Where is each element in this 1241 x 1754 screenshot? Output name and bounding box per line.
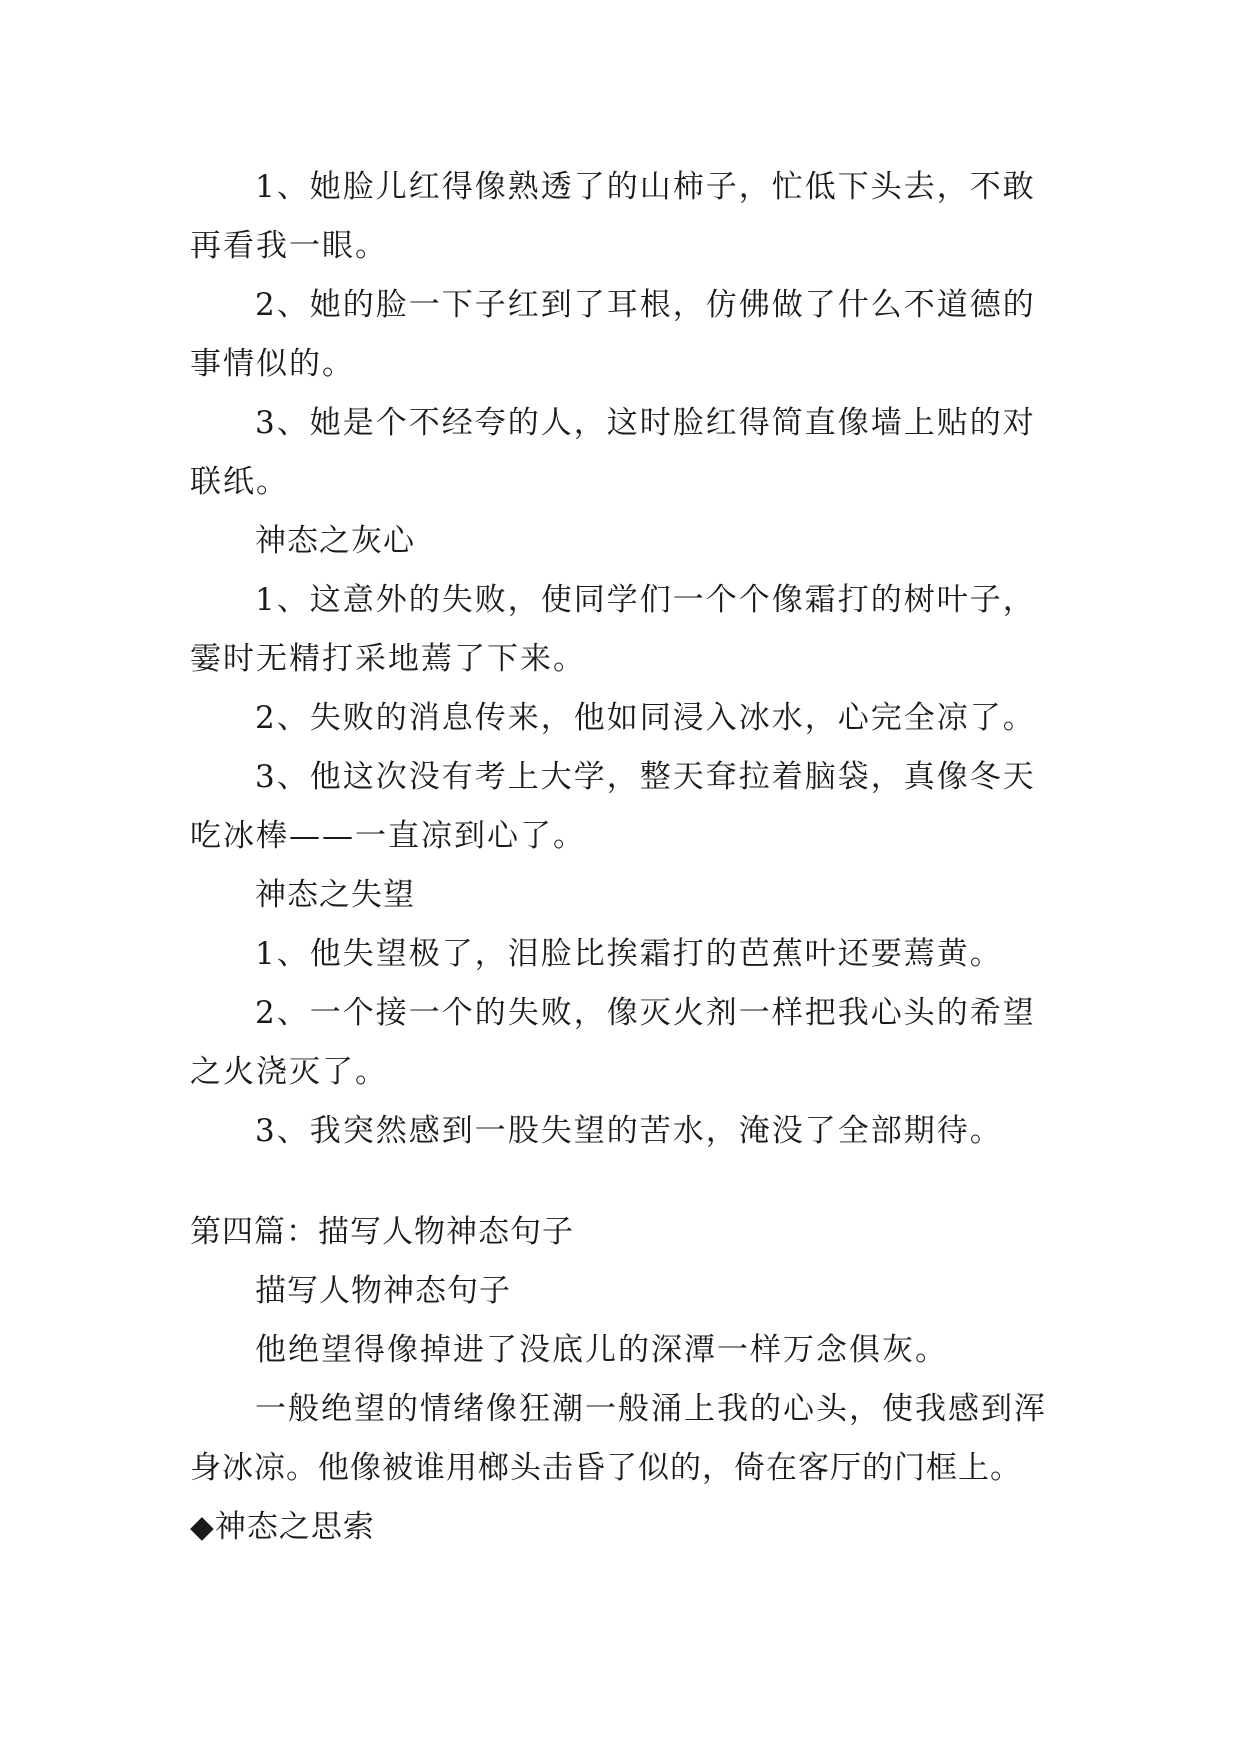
paragraph-line: 事情似的。 <box>190 346 355 382</box>
paragraph-line: 吃冰棒——一直凉到心了。 <box>190 818 586 854</box>
bullet-heading: ◆神态之思索 <box>190 1509 375 1545</box>
paragraph-line: 一般绝望的情绪像狂潮一般涌上我的心头，使我感到浑 <box>255 1391 1047 1427</box>
paragraph-line: 3、他这次没有考上大学，整天耷拉着脑袋，真像冬天 <box>255 759 1036 795</box>
paragraph-line: 身冰凉。他像被谁用榔头击昏了似的，倚在客厅的门框上。 <box>190 1450 1022 1486</box>
section-heading: 描写人物神态句子 <box>255 1273 511 1309</box>
paragraph-line: 3、她是个不经夸的人，这时脸红得简直像墙上贴的对 <box>255 405 1036 441</box>
paragraph-line: 1、这意外的失败，使同学们一个个像霜打的树叶子， <box>255 582 1036 618</box>
paragraph-line: 联纸。 <box>190 464 289 500</box>
paragraph-line: 2、她的脸一下子红到了耳根，仿佛做了什么不道德的 <box>255 287 1036 323</box>
section-heading: 神态之灰心 <box>255 523 415 559</box>
paragraph-line: 2、失败的消息传来，他如同浸入冰水，心完全凉了。 <box>255 700 1036 736</box>
paragraph-line: 2、一个接一个的失败，像灭火剂一样把我心头的希望 <box>255 995 1036 1031</box>
paragraph-line: 1、她脸儿红得像熟透了的山柿子，忙低下头去，不敢 <box>255 169 1036 205</box>
paragraph-line: 之火浇灭了。 <box>190 1054 388 1090</box>
paragraph-line: 霎时无精打采地蔫了下来。 <box>190 641 586 677</box>
paragraph-line: 1、他失望极了，泪脸比挨霜打的芭蕉叶还要蔫黄。 <box>255 936 1003 972</box>
paragraph-line: 再看我一眼。 <box>190 228 388 264</box>
section-heading: 神态之失望 <box>255 877 415 913</box>
paragraph-line: 他绝望得像掉进了没底儿的深潭一样万念俱灰。 <box>255 1332 948 1368</box>
chapter-title: 第四篇：描写人物神态句子 <box>190 1214 574 1250</box>
paragraph-line: 3、我突然感到一股失望的苦水，淹没了全部期待。 <box>255 1113 1003 1149</box>
